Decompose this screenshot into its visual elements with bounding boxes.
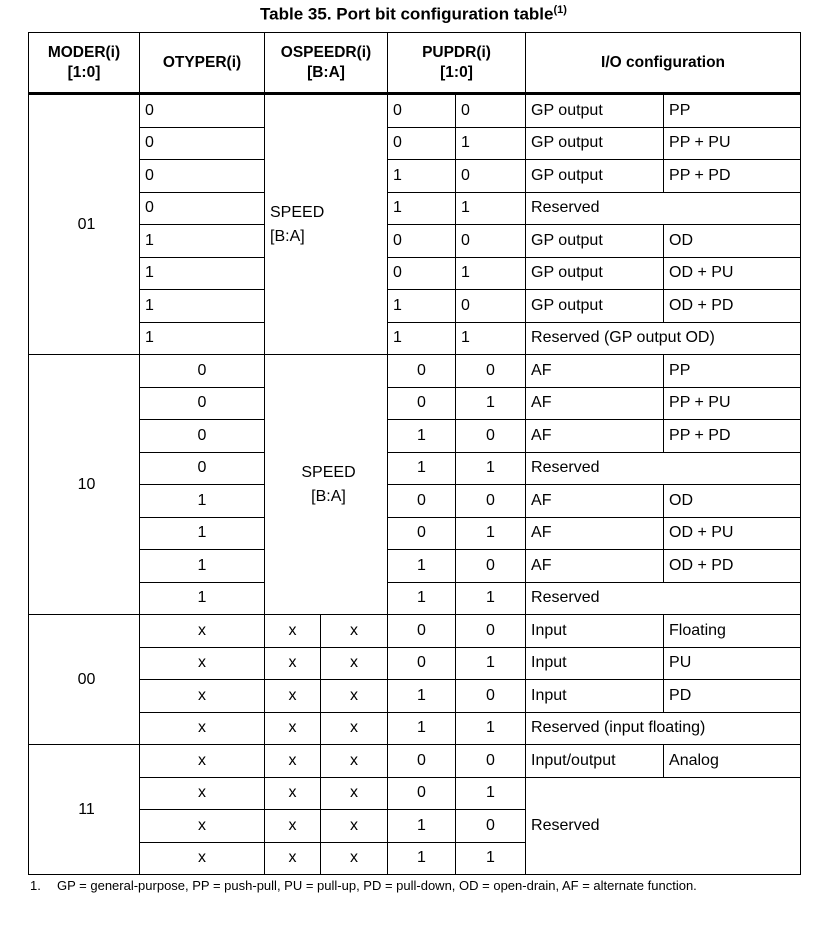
pupdr-bit1: 0 [388, 745, 456, 778]
pupdr-bit0: 0 [456, 550, 526, 583]
pupdr-bit1: 1 [388, 322, 456, 355]
ospeedr-bit-a: x [321, 842, 388, 875]
pupdr-bit1: 1 [388, 712, 456, 745]
table-row [29, 777, 801, 810]
ospeedr-bit-a: x [321, 712, 388, 745]
table-row [29, 680, 801, 713]
pupdr-bit0: 1 [456, 582, 526, 615]
moder-value: 01 [29, 94, 140, 355]
table-row [29, 452, 801, 485]
footnote [30, 878, 800, 893]
io-mode: GP output [526, 160, 664, 193]
ospeedr-bit-a: x [321, 810, 388, 843]
header-moder: MODER(i) [1:0] [29, 33, 140, 94]
otyper-value: 0 [140, 387, 265, 420]
pupdr-bit0: 1 [456, 322, 526, 355]
pupdr-bit1: 1 [388, 550, 456, 583]
pupdr-bit0: 1 [456, 712, 526, 745]
otyper-value: x [140, 777, 265, 810]
ospeedr-bit-a: x [321, 680, 388, 713]
pupdr-bit0: 0 [456, 810, 526, 843]
pupdr-bit0: 0 [456, 615, 526, 648]
otyper-value: 0 [140, 420, 265, 453]
pupdr-bit0: 0 [456, 485, 526, 518]
table-row [29, 485, 801, 518]
pupdr-bit0: 1 [456, 257, 526, 290]
pupdr-bit1: 0 [388, 777, 456, 810]
pupdr-bit0: 0 [456, 94, 526, 128]
io-mode: AF [526, 355, 664, 388]
pupdr-bit0: 1 [456, 387, 526, 420]
pupdr-bit0: 1 [456, 842, 526, 875]
pupdr-bit1: 0 [388, 485, 456, 518]
table-row [29, 647, 801, 680]
io-mode: AF [526, 420, 664, 453]
table-row [29, 257, 801, 290]
table-row [29, 550, 801, 583]
io-type: PP + PD [664, 160, 801, 193]
io-mode: AF [526, 550, 664, 583]
header-pupdr: PUPDR(i) [1:0] [388, 33, 526, 94]
io-mode: GP output [526, 257, 664, 290]
io-type: PP + PU [664, 127, 801, 160]
speed-label: SPEED [301, 463, 356, 481]
io-mode: GP output [526, 225, 664, 258]
otyper-value: 0 [140, 160, 265, 193]
moder-value: 00 [29, 615, 140, 745]
table-row [29, 160, 801, 193]
header-io-configuration: I/O configuration [526, 33, 801, 94]
otyper-value: x [140, 842, 265, 875]
otyper-value: 0 [140, 127, 265, 160]
table-title [0, 4, 827, 25]
header-row [29, 33, 801, 94]
pupdr-bit1: 1 [388, 452, 456, 485]
pupdr-bit1: 1 [388, 192, 456, 225]
otyper-value: 1 [140, 485, 265, 518]
otyper-value: 0 [140, 192, 265, 225]
footnote-number: 1. [30, 878, 41, 893]
pupdr-bit0: 1 [456, 452, 526, 485]
pupdr-bit1: 1 [388, 420, 456, 453]
io-type: OD + PU [664, 517, 801, 550]
header-otyper: OTYPER(i) [140, 33, 265, 94]
otyper-value: 1 [140, 517, 265, 550]
ospeedr-speed-cell [265, 94, 388, 355]
io-type: OD + PD [664, 290, 801, 323]
pupdr-bit0: 1 [456, 192, 526, 225]
table-row [29, 94, 801, 128]
table-row [29, 192, 801, 225]
pupdr-bit1: 1 [388, 290, 456, 323]
pupdr-bit1: 1 [388, 582, 456, 615]
pupdr-bit1: 1 [388, 842, 456, 875]
otyper-value: x [140, 647, 265, 680]
port-bit-configuration-table [28, 32, 801, 875]
otyper-value: 0 [140, 452, 265, 485]
table-row [29, 745, 801, 778]
io-mode: Input [526, 647, 664, 680]
otyper-value: x [140, 810, 265, 843]
speed-bits: [B:A] [311, 487, 346, 505]
io-type: OD + PD [664, 550, 801, 583]
table-row [29, 225, 801, 258]
io-configuration-reserved: Reserved [526, 777, 801, 875]
io-type: PP [664, 355, 801, 388]
io-mode: AF [526, 517, 664, 550]
io-type: PP + PD [664, 420, 801, 453]
table-row [29, 712, 801, 745]
ospeedr-bit-b: x [265, 842, 321, 875]
ospeedr-bit-a: x [321, 615, 388, 648]
io-mode: GP output [526, 290, 664, 323]
ospeedr-bit-a: x [321, 647, 388, 680]
table-row [29, 582, 801, 615]
io-mode: Input [526, 680, 664, 713]
io-mode: GP output [526, 127, 664, 160]
table-row [29, 615, 801, 648]
otyper-value: 1 [140, 225, 265, 258]
pupdr-bit0: 0 [456, 225, 526, 258]
ospeedr-bit-b: x [265, 647, 321, 680]
table-row [29, 127, 801, 160]
pupdr-bit1: 0 [388, 257, 456, 290]
io-configuration: Reserved [526, 192, 801, 225]
io-type: PD [664, 680, 801, 713]
io-mode: GP output [526, 94, 664, 128]
ospeedr-bit-b: x [265, 712, 321, 745]
ospeedr-bit-a: x [321, 745, 388, 778]
io-type: PP [664, 94, 801, 128]
table-row [29, 355, 801, 388]
otyper-value: 1 [140, 290, 265, 323]
pupdr-bit0: 1 [456, 517, 526, 550]
io-type: Analog [664, 745, 801, 778]
pupdr-bit1: 0 [388, 355, 456, 388]
header-ospeedr: OSPEEDR(i) [B:A] [265, 33, 388, 94]
otyper-value: x [140, 615, 265, 648]
io-type: Floating [664, 615, 801, 648]
io-type: OD [664, 225, 801, 258]
io-type: PP + PU [664, 387, 801, 420]
pupdr-bit0: 0 [456, 745, 526, 778]
pupdr-bit1: 0 [388, 615, 456, 648]
footnote-reference: (1) [553, 4, 567, 16]
io-type: PU [664, 647, 801, 680]
pupdr-bit0: 0 [456, 160, 526, 193]
footnote-text: GP = general-purpose, PP = push-pull, PU = pull-up, PD = pull-down, OD = open-drain, AF = alternate function. [57, 878, 697, 893]
pupdr-bit0: 0 [456, 680, 526, 713]
ospeedr-speed-cell [265, 355, 388, 615]
io-mode: Input/output [526, 745, 664, 778]
table-row [29, 517, 801, 550]
ospeedr-bit-b: x [265, 615, 321, 648]
pupdr-bit1: 0 [388, 387, 456, 420]
pupdr-bit1: 0 [388, 94, 456, 128]
io-type: OD + PU [664, 257, 801, 290]
io-configuration: Reserved (input floating) [526, 712, 801, 745]
io-mode: AF [526, 387, 664, 420]
table-row [29, 387, 801, 420]
pupdr-bit0: 0 [456, 420, 526, 453]
pupdr-bit0: 1 [456, 647, 526, 680]
pupdr-bit1: 0 [388, 517, 456, 550]
otyper-value: 1 [140, 582, 265, 615]
speed-bits: [B:A] [270, 227, 305, 245]
io-mode: AF [526, 485, 664, 518]
moder-value: 11 [29, 745, 140, 875]
pupdr-bit1: 0 [388, 127, 456, 160]
otyper-value: 0 [140, 94, 265, 128]
otyper-value: 0 [140, 355, 265, 388]
io-mode: Input [526, 615, 664, 648]
pupdr-bit1: 0 [388, 647, 456, 680]
pupdr-bit0: 1 [456, 777, 526, 810]
table-row [29, 322, 801, 355]
otyper-value: 1 [140, 322, 265, 355]
ospeedr-bit-a: x [321, 777, 388, 810]
io-configuration: Reserved [526, 582, 801, 615]
otyper-value: 1 [140, 550, 265, 583]
ospeedr-bit-b: x [265, 745, 321, 778]
speed-label: SPEED [270, 203, 325, 221]
table-row [29, 290, 801, 323]
otyper-value: x [140, 745, 265, 778]
pupdr-bit0: 0 [456, 355, 526, 388]
ospeedr-bit-b: x [265, 777, 321, 810]
pupdr-bit1: 0 [388, 225, 456, 258]
io-configuration: Reserved (GP output OD) [526, 322, 801, 355]
ospeedr-bit-b: x [265, 680, 321, 713]
table-title-text: Table 35. Port bit configuration table [260, 4, 554, 24]
table-row [29, 420, 801, 453]
otyper-value: 1 [140, 257, 265, 290]
moder-value: 10 [29, 355, 140, 615]
pupdr-bit0: 0 [456, 290, 526, 323]
pupdr-bit1: 1 [388, 680, 456, 713]
pupdr-bit0: 1 [456, 127, 526, 160]
otyper-value: x [140, 712, 265, 745]
io-type: OD [664, 485, 801, 518]
pupdr-bit1: 1 [388, 810, 456, 843]
otyper-value: x [140, 680, 265, 713]
pupdr-bit1: 1 [388, 160, 456, 193]
ospeedr-bit-b: x [265, 810, 321, 843]
io-configuration: Reserved [526, 452, 801, 485]
